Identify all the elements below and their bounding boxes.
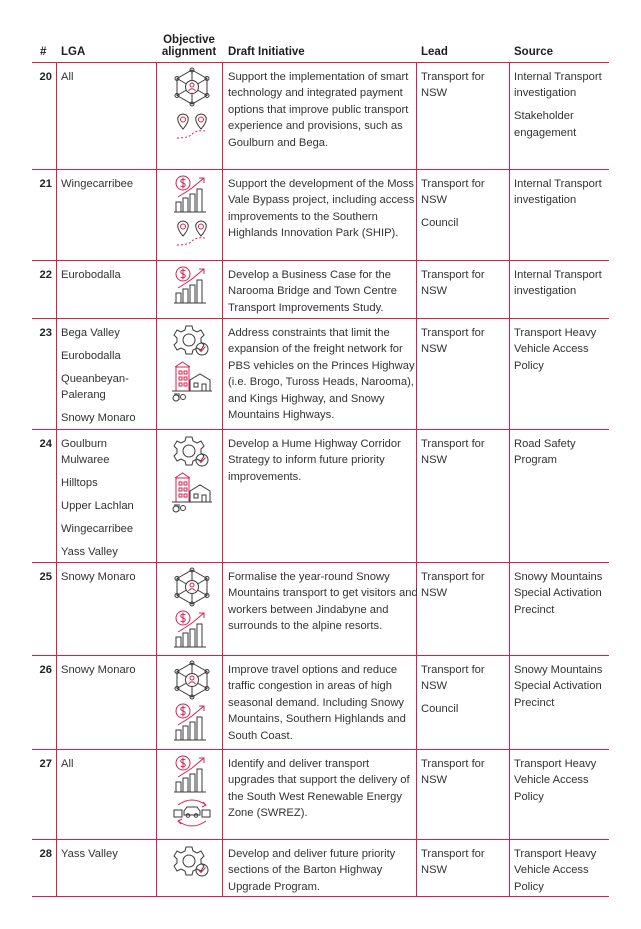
column-divider bbox=[56, 430, 57, 562]
initiative-text: Formalise the year-round Snowy Mountains transport to get visitors and workers between Jindabyne and surrounds to the alpine resorts. bbox=[228, 571, 418, 633]
source-item: Internal Transport investigation bbox=[514, 178, 602, 207]
source-cell bbox=[514, 756, 612, 812]
objective-icons bbox=[162, 844, 222, 882]
lga-item: Snowy Monaro bbox=[61, 664, 136, 676]
lead-item: Transport for NSW bbox=[421, 327, 485, 356]
lead-item: Transport for NSW bbox=[421, 71, 485, 100]
header-objective-line2: alignment bbox=[161, 46, 217, 58]
row-number: 25 bbox=[39, 571, 52, 583]
column-divider bbox=[156, 750, 157, 839]
lga-item: Wingecarribee bbox=[61, 523, 134, 536]
gear-check-icon bbox=[162, 434, 222, 470]
economic-growth-icon bbox=[162, 609, 222, 649]
header-lead: Lead bbox=[421, 46, 448, 58]
objective-icons bbox=[162, 567, 222, 651]
column-divider bbox=[509, 563, 510, 655]
lga-item: Upper Lachlan bbox=[61, 500, 134, 513]
column-divider bbox=[56, 656, 57, 749]
table-body bbox=[32, 63, 609, 897]
initiative-text: Improve travel options and reduce traffic congestion in areas of high seasonal demand. Including Snowy Mountains, Southern Highlands and South Coast. bbox=[228, 664, 406, 742]
objective-icons bbox=[162, 265, 222, 307]
column-divider bbox=[56, 261, 57, 318]
source-item: Internal Transport investigation bbox=[514, 71, 602, 100]
column-divider bbox=[56, 63, 57, 169]
lga-cell bbox=[61, 176, 155, 199]
row-number: 23 bbox=[39, 327, 52, 339]
location-pins-icon bbox=[162, 216, 222, 248]
column-divider bbox=[509, 750, 510, 839]
lead-item: Transport for NSW bbox=[421, 438, 485, 467]
network-people-icon bbox=[162, 67, 222, 107]
town-buildings-icon bbox=[162, 472, 222, 514]
column-divider bbox=[509, 63, 510, 169]
column-divider bbox=[56, 750, 57, 839]
row-number: 22 bbox=[39, 269, 52, 281]
network-people-icon bbox=[162, 660, 222, 700]
economic-growth-icon bbox=[162, 174, 222, 214]
objective-icons bbox=[162, 67, 222, 143]
economic-growth-icon bbox=[162, 754, 222, 794]
source-item: Internal Transport investigation bbox=[514, 269, 602, 298]
header-objective-line1: Objective bbox=[163, 34, 215, 46]
column-divider bbox=[156, 840, 157, 896]
column-divider bbox=[222, 840, 223, 896]
column-divider bbox=[509, 319, 510, 429]
lead-cell bbox=[421, 176, 509, 238]
source-cell bbox=[514, 436, 612, 475]
lga-item: Yass Valley bbox=[61, 546, 118, 559]
town-buildings-icon bbox=[162, 361, 222, 403]
source-cell bbox=[514, 267, 612, 306]
column-divider bbox=[156, 170, 157, 260]
lead-item: Transport for NSW bbox=[421, 758, 485, 787]
header-lga: LGA bbox=[61, 46, 86, 58]
column-divider bbox=[222, 750, 223, 839]
column-divider bbox=[222, 563, 223, 655]
lead-cell bbox=[421, 756, 509, 795]
source-cell bbox=[514, 325, 612, 381]
column-divider bbox=[156, 656, 157, 749]
column-divider bbox=[509, 430, 510, 562]
table-row bbox=[32, 563, 609, 656]
lead-item: Transport for NSW bbox=[421, 269, 485, 298]
row-number: 27 bbox=[39, 758, 52, 770]
source-cell bbox=[514, 662, 612, 718]
lga-cell bbox=[61, 846, 155, 869]
gear-check-icon bbox=[162, 844, 222, 880]
lga-cell bbox=[61, 267, 155, 290]
header-source: Source bbox=[514, 46, 553, 58]
initiative-text: Develop a Business Case for the Narooma Bridge and Town Centre Transport Improvements Study. bbox=[228, 269, 397, 314]
objective-icons bbox=[162, 660, 222, 744]
lga-item: Hilltops bbox=[61, 477, 98, 490]
objective-icons bbox=[162, 174, 222, 250]
source-item: Transport Heavy Vehicle Access Policy bbox=[514, 848, 597, 893]
objective-icons bbox=[162, 434, 222, 516]
lead-item: Transport for NSW bbox=[421, 848, 485, 877]
initiative-text: Address constraints that limit the expansion of the freight network for PBS vehicles on the Princes Highway (i.e. Brogo, Tuross Heads, Narooma), and Kings Highway, and Snowy Mountains Highways. bbox=[228, 327, 415, 422]
initiative-text: Develop and deliver future priority sections of the Barton Highway Upgrade Program. bbox=[228, 848, 396, 893]
source-item: Stakeholder engagement bbox=[514, 110, 577, 139]
lead-item: Transport for NSW bbox=[421, 664, 485, 693]
lead-cell bbox=[421, 436, 509, 475]
row-number: 21 bbox=[39, 178, 52, 190]
lead-item: Council bbox=[421, 217, 459, 230]
lead-cell bbox=[421, 267, 509, 306]
table-row bbox=[32, 170, 609, 261]
table-row bbox=[32, 261, 609, 319]
lga-item: Yass Valley bbox=[61, 848, 118, 860]
table-row bbox=[32, 430, 609, 563]
table-header bbox=[32, 30, 609, 63]
column-divider bbox=[156, 563, 157, 655]
source-cell bbox=[514, 176, 612, 215]
lga-item: Bega Valley bbox=[61, 327, 120, 339]
lead-item: Transport for NSW bbox=[421, 571, 485, 600]
lead-cell bbox=[421, 325, 509, 364]
column-divider bbox=[56, 319, 57, 429]
column-divider bbox=[509, 840, 510, 896]
lga-item: Snowy Monaro bbox=[61, 412, 136, 425]
row-number: 20 bbox=[39, 71, 52, 83]
lga-item: Goulburn Mulwaree bbox=[61, 438, 110, 467]
lga-cell bbox=[61, 436, 155, 567]
lead-item: Council bbox=[421, 703, 459, 716]
column-divider bbox=[222, 261, 223, 318]
row-number: 26 bbox=[39, 664, 52, 676]
location-pins-icon bbox=[162, 109, 222, 141]
initiative-text: Support the development of the Moss Vale Bypass project, including access improvements to the Southern Highlands Innovation Park (SHIP). bbox=[228, 178, 415, 240]
lga-item: Eurobodalla bbox=[61, 269, 121, 281]
column-divider bbox=[156, 261, 157, 318]
column-divider bbox=[222, 430, 223, 562]
source-cell bbox=[514, 846, 612, 902]
economic-growth-icon bbox=[162, 265, 222, 305]
initiative-text: Develop a Hume Highway Corridor Strategy to inform future priority improvements. bbox=[228, 438, 401, 483]
lga-item: Wingecarribee bbox=[61, 178, 134, 190]
lga-item: Eurobodalla bbox=[61, 350, 121, 362]
column-divider bbox=[509, 656, 510, 749]
column-divider bbox=[509, 261, 510, 318]
lga-cell bbox=[61, 662, 155, 685]
column-divider bbox=[56, 840, 57, 896]
lga-item: Snowy Monaro bbox=[61, 571, 136, 583]
table-row bbox=[32, 840, 609, 897]
column-divider bbox=[156, 63, 157, 169]
row-number: 24 bbox=[39, 438, 52, 450]
column-divider bbox=[156, 430, 157, 562]
lga-cell bbox=[61, 756, 155, 779]
source-item: Transport Heavy Vehicle Access Policy bbox=[514, 327, 597, 372]
column-divider bbox=[222, 170, 223, 260]
economic-growth-icon bbox=[162, 702, 222, 742]
column-divider bbox=[56, 563, 57, 655]
table-row bbox=[32, 319, 609, 430]
lead-cell bbox=[421, 69, 509, 108]
source-item: Transport Heavy Vehicle Access Policy bbox=[514, 758, 597, 803]
header-initiative: Draft Initiative bbox=[228, 46, 305, 58]
initiatives-table bbox=[32, 30, 609, 897]
column-divider bbox=[222, 63, 223, 169]
lga-item: Queanbeyan-Palerang bbox=[61, 373, 129, 402]
table-row bbox=[32, 656, 609, 750]
column-divider bbox=[222, 656, 223, 749]
source-item: Snowy Mountains Special Activation Precinct bbox=[514, 571, 603, 616]
lead-cell bbox=[421, 662, 509, 724]
gear-check-icon bbox=[162, 323, 222, 359]
network-people-icon bbox=[162, 567, 222, 607]
lga-cell bbox=[61, 569, 155, 592]
vehicles-cycle-icon bbox=[162, 796, 222, 830]
lead-cell bbox=[421, 569, 509, 608]
row-number: 28 bbox=[39, 848, 52, 860]
lead-item: Transport for NSW bbox=[421, 178, 485, 207]
initiative-text: Identify and deliver transport upgrades that support the delivery of the South West Renewable Energy Zone (SWREZ). bbox=[228, 758, 410, 820]
column-divider bbox=[509, 170, 510, 260]
initiative-text: Support the implementation of smart technology and integrated payment options that improve public transport experience and provisions, such as Goulburn and Bega. bbox=[228, 71, 409, 149]
source-item: Snowy Mountains Special Activation Precinct bbox=[514, 664, 603, 709]
lga-cell bbox=[61, 69, 155, 92]
table-row bbox=[32, 63, 609, 170]
lga-cell bbox=[61, 325, 155, 433]
source-item: Road Safety Program bbox=[514, 438, 576, 467]
lead-cell bbox=[421, 846, 509, 885]
source-cell bbox=[514, 569, 612, 625]
table-row bbox=[32, 750, 609, 840]
column-divider bbox=[56, 170, 57, 260]
header-num: # bbox=[40, 46, 47, 58]
column-divider bbox=[156, 319, 157, 429]
lga-item: All bbox=[61, 758, 74, 770]
objective-icons bbox=[162, 323, 222, 405]
lga-item: All bbox=[61, 71, 74, 83]
column-divider bbox=[222, 319, 223, 429]
objective-icons bbox=[162, 754, 222, 832]
source-cell bbox=[514, 69, 612, 147]
